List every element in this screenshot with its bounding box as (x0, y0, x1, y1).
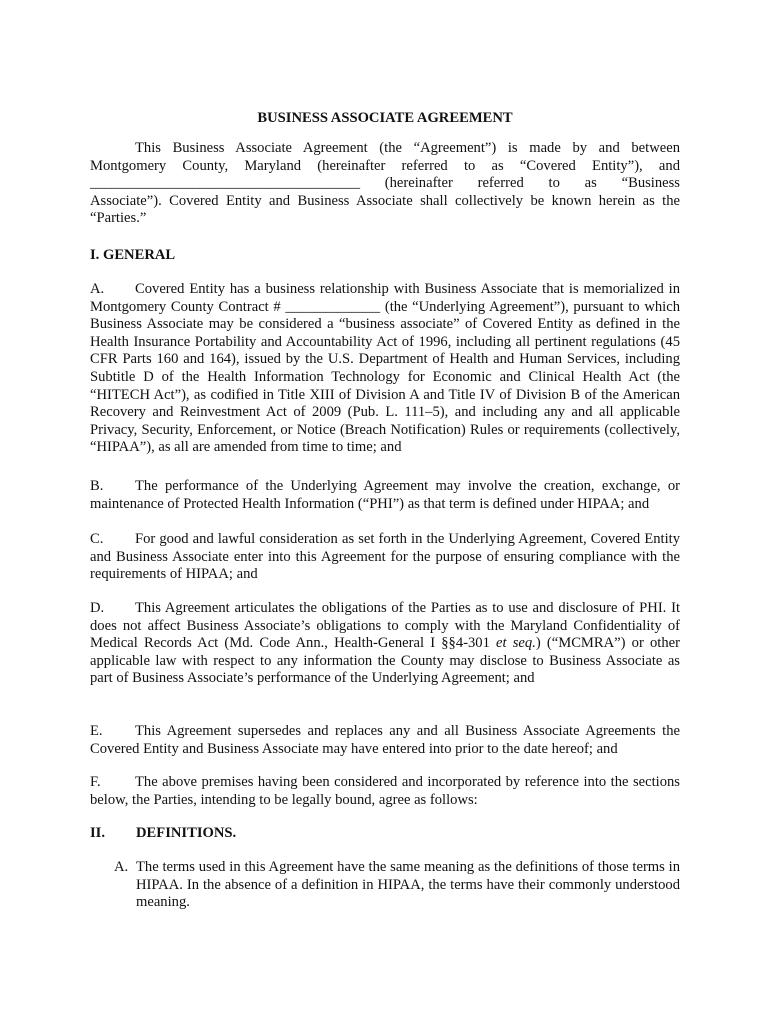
section-definitions-title: DEFINITIONS. (136, 825, 237, 841)
clause-f-label: F. (90, 774, 101, 790)
clause-a-label: A. (90, 281, 105, 297)
definition-a-label: A. (114, 859, 129, 875)
intro-line-1: This Business Associate Agreement (the “Agreement”) is made by and between (135, 140, 680, 156)
section-definitions-heading (90, 825, 236, 843)
clause-b-text: The performance of the Underlying Agreement may involve the creation, exchange, or maintenance of Protected Health Information (“PHI”) as that term is defined under HIPAA; and (90, 478, 680, 512)
intro-line-3: _____________________________________ (hereinafter referred to as “Business (90, 175, 680, 192)
intro-line-4: Associate”). Covered Entity and Business Associate shall collectively be known herein as the (90, 192, 680, 209)
clause-b-label: B. (90, 478, 104, 494)
clause-e-label: E. (90, 723, 103, 739)
clause-f (90, 774, 680, 809)
section-definitions-number: II. (90, 825, 106, 841)
clause-c (90, 531, 680, 584)
clause-b (90, 478, 680, 513)
clause-d-text-2: ) (“MCMRA”) or other applicable law with respect to any information the County may disclose to Business Associate as part of Business Associate’s performance of the Underlying Agreement; and (90, 635, 680, 687)
clause-a (90, 281, 680, 457)
intro-paragraph (90, 140, 680, 228)
clause-e-text: This Agreement supersedes and replaces any and all Business Associate Agreements the Covered Entity and Business Associate may have entered into prior to the date hereof; and (90, 723, 680, 757)
clause-c-label: C. (90, 531, 104, 547)
clause-d-text-1: This Agreement articulates the obligations of the Parties as to use and disclosure of PHI. It does not affect Business Associate’s obligations to comply with the Maryland Confidentiality of Medical Records Act (Md. Code Ann., Health-General I §§4-301 (90, 600, 680, 652)
section-general-heading: I. GENERAL (90, 247, 176, 263)
clause-c-text: For good and lawful consideration as set forth in the Underlying Agreement, Covered Entity and Business Associate enter into this Agreement for the purpose of ensuring compliance with the requirements of HIPAA; and (90, 531, 680, 583)
document-title: BUSINESS ASSOCIATE AGREEMENT (257, 110, 513, 126)
intro-line-2: Montgomery County, Maryland (hereinafter referred to as “Covered Entity”), and (90, 157, 680, 174)
clause-e (90, 723, 680, 758)
definition-a (114, 859, 680, 912)
clause-a-text: Covered Entity has a business relationship with Business Associate that is memorialized in Montgomery County Contract # _____________ (the “Underlying Agreement”), pursuant to which Business Associate may be considered a “business associate” of Covered Entity as defined in the Health Insurance Portability and Accountability Act of 1996, including all pertinent regulations (45 CFR Parts 160 and 164), issued by the U.S. Department of Health and Human Services, including Subtitle D of the Health Information Technology for Economic and Clinical Health Act (the “HITECH Act”), as codified in Title XIII of Division A and Title IV of Division B of the American Recovery and Reinvestment Act of 2009 (Pub. L. 111–5), and including any and all applicable Privacy, Security, Enforcement, or Notice (Breach Notification) Rules or requirements (collectively, “HIPAA”), as all are amended from time to time; and (90, 281, 680, 456)
clause-d-label: D. (90, 600, 105, 616)
intro-line-5: “Parties.” (90, 210, 147, 227)
clause-d (90, 600, 680, 688)
clause-f-text: The above premises having been considered and incorporated by reference into the sections below, the Parties, intending to be legally bound, agree as follows: (90, 774, 680, 808)
clause-d-text-italic: et seq. (496, 635, 536, 652)
definition-a-text: The terms used in this Agreement have the same meaning as the definitions of those terms in HIPAA. In the absence of a definition in HIPAA, the terms have their commonly understood meaning. (136, 859, 680, 911)
